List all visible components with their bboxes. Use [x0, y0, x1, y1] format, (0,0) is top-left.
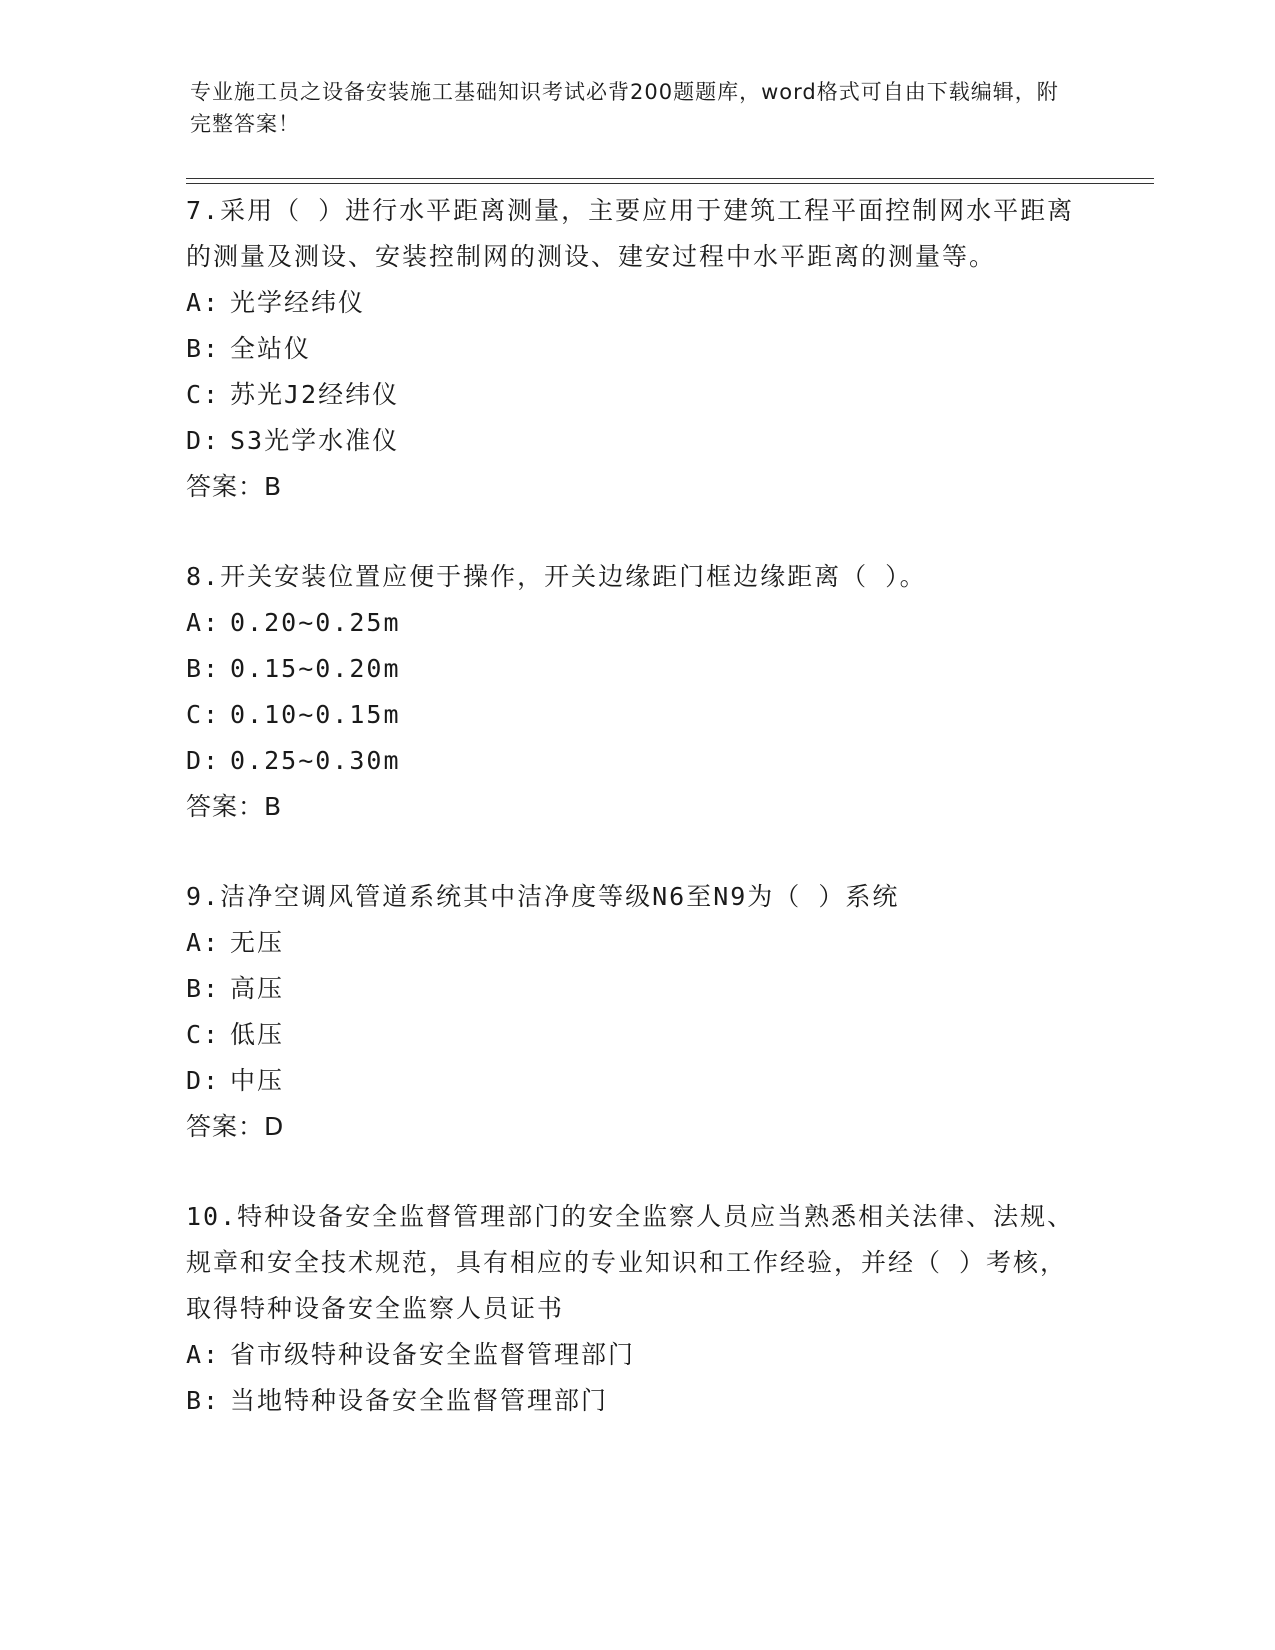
header-divider-bottom [186, 183, 1154, 184]
option-key: C: [186, 380, 221, 409]
option-a [186, 280, 1086, 326]
option-text: 省市级特种设备安全监督管理部门 [230, 1340, 636, 1369]
header-divider-top [186, 178, 1154, 179]
option-c [186, 692, 1086, 738]
option-key: C: [186, 1020, 221, 1049]
question-8 [186, 554, 1086, 830]
question-text: 7.采用（ ）进行水平距离测量，主要应用于建筑工程平面控制网水平距离的测量及测设、安装控制网的测设、建安过程中水平距离的测量等。 [186, 196, 1075, 271]
option-text: 当地特种设备安全监督管理部门 [230, 1386, 609, 1415]
option-key: D: [186, 746, 221, 775]
option-d [186, 418, 1086, 464]
page-header: 专业施工员之设备安装施工基础知识考试必背200题题库，word格式可自由下载编辑，附完整答案！ [190, 80, 1059, 136]
option-b [186, 1378, 1086, 1424]
option-text: 全站仪 [230, 334, 312, 363]
answer-line: 答案：B [186, 792, 283, 821]
option-text: 无压 [230, 928, 285, 957]
option-a [186, 920, 1086, 966]
question-list [186, 188, 1086, 1424]
option-text: 低压 [230, 1020, 285, 1049]
option-text: S3光学水准仪 [230, 426, 400, 455]
option-key: A: [186, 928, 221, 957]
option-b [186, 966, 1086, 1012]
option-key: B: [186, 334, 221, 363]
question-9 [186, 874, 1086, 1150]
question-10 [186, 1194, 1086, 1424]
question-text: 8.开关安装位置应便于操作，开关边缘距门框边缘距离（ ）。 [186, 562, 927, 591]
option-text: 0.20~0.25m [230, 608, 401, 637]
option-text: 苏光J2经纬仪 [230, 380, 400, 409]
option-key: A: [186, 1340, 221, 1369]
option-key: D: [186, 426, 221, 455]
option-text: 光学经纬仪 [230, 288, 366, 317]
question-7 [186, 188, 1086, 510]
question-text: 10.特种设备安全监督管理部门的安全监察人员应当熟悉相关法律、法规、规章和安全技术规范，具有相应的专业知识和工作经验，并经（ ）考核，取得特种设备安全监察人员证书 [186, 1202, 1075, 1323]
option-text: 0.15~0.20m [230, 654, 401, 683]
option-c [186, 1012, 1086, 1058]
option-d [186, 1058, 1086, 1104]
option-b [186, 326, 1086, 372]
option-text: 0.25~0.30m [230, 746, 401, 775]
option-key: D: [186, 1066, 221, 1095]
option-a [186, 1332, 1086, 1378]
option-c [186, 372, 1086, 418]
option-key: B: [186, 1386, 221, 1415]
option-text: 0.10~0.15m [230, 700, 401, 729]
answer-line: 答案：D [186, 1112, 285, 1141]
answer-line: 答案：B [186, 472, 283, 501]
option-key: A: [186, 288, 221, 317]
option-text: 中压 [230, 1066, 285, 1095]
option-key: C: [186, 700, 221, 729]
option-a [186, 600, 1086, 646]
option-text: 高压 [230, 974, 285, 1003]
option-b [186, 646, 1086, 692]
question-text: 9.洁净空调风管道系统其中洁净度等级N6至N9为（ ）系统 [186, 882, 900, 911]
option-key: B: [186, 654, 221, 683]
option-key: A: [186, 608, 221, 637]
option-key: B: [186, 974, 221, 1003]
option-d [186, 738, 1086, 784]
